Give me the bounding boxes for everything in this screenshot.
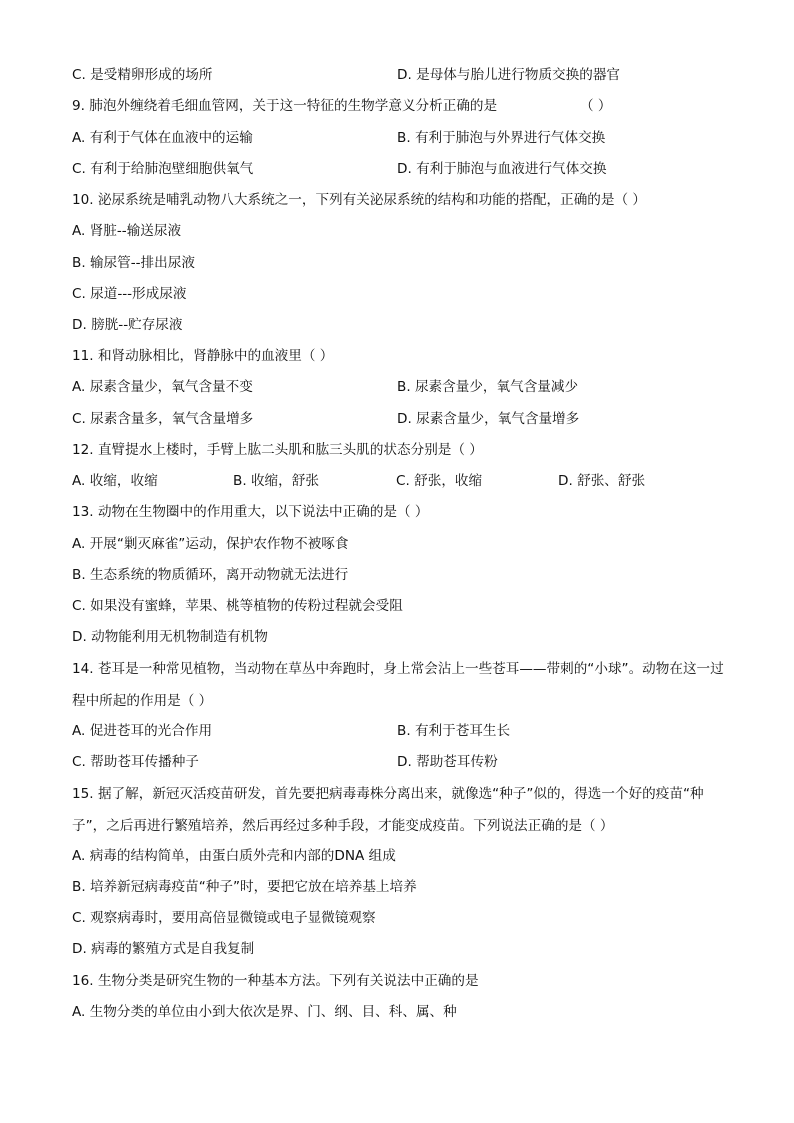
q15-stem: 15. 据了解，新冠灭活疫苗研发，首先要把病毒毒株分离出来，就像选“种子”似的，得选一个好的疫苗“种子”，之后再进行繁殖培养，然后再经过多种手段，才能变成疫苗。下列说法正确的是（ ） (72, 786, 704, 834)
q11-option-a: A. 尿素含量少，氧气含量不变 (72, 379, 253, 395)
q15-option-a: A. 病毒的结构简单，由蛋白质外壳和内部的DNA 组成 (72, 848, 396, 864)
q9-option-a: A. 有利于气体在血液中的运输 (72, 130, 253, 146)
q13-stem: 13. 动物在生物圈中的作用重大，以下说法中正确的是（ ） (72, 504, 429, 520)
q9-stem-text: 9. 肺泡外缠绕着毛细血管网，关于这一特征的生物学意义分析正确的是 (72, 98, 498, 114)
q13-option-c: C. 如果没有蜜蜂，苹果、桃等植物的传粉过程就会受阻 (72, 598, 403, 614)
q9-stem (72, 98, 612, 114)
q16-stem: 16. 生物分类是研究生物的一种基本方法。下列有关说法中正确的是 (72, 973, 479, 989)
q13-option-d: D. 动物能利用无机物制造有机物 (72, 629, 268, 645)
q9-option-c: C. 有利于给肺泡壁细胞供氧气 (72, 161, 254, 177)
q14-stem: 14. 苍耳是一种常见植物，当动物在草丛中奔跑时，身上常会沾上一些苍耳——带刺的“小球”。动物在这一过程中所起的作用是（ ） (72, 661, 724, 709)
q10-option-d: D. 膀胱--贮存尿液 (72, 317, 183, 333)
q11-option-c: C. 尿素含量多，氧气含量增多 (72, 411, 254, 427)
q14-option-c: C. 帮助苍耳传播种子 (72, 754, 199, 770)
q12-option-d: D. 舒张、舒张 (558, 473, 646, 489)
q13-option-a: A. 开展“剿灭麻雀”运动，保护农作物不被啄食 (72, 536, 349, 552)
q11-option-d: D. 尿素含量少，氧气含量增多 (397, 411, 580, 427)
q11-option-b: B. 尿素含量少，氧气含量减少 (397, 379, 579, 395)
q15-option-b: B. 培养新冠病毒疫苗“种子”时，要把它放在培养基上培养 (72, 879, 417, 895)
q10-option-a: A. 肾脏--输送尿液 (72, 223, 182, 239)
q15-option-d: D. 病毒的繁殖方式是自我复制 (72, 941, 255, 957)
q11-stem: 11. 和肾动脉相比，肾静脉中的血液里（ ） (72, 348, 334, 364)
q12-option-a: A. 收缩，收缩 (72, 473, 158, 489)
q14-option-a: A. 促进苍耳的光合作用 (72, 723, 213, 739)
q10-stem: 10. 泌尿系统是哺乳动物八大系统之一，下列有关泌尿系统的结构和功能的搭配，正确的是（ ） (72, 192, 647, 208)
q8-option-d: D. 是母体与胎儿进行物质交换的器官 (397, 67, 621, 83)
q15-option-c: C. 观察病毒时，要用高倍显微镜或电子显微镜观察 (72, 910, 376, 926)
q12-option-b: B. 收缩，舒张 (233, 473, 319, 489)
q10-option-b: B. 输尿管--排出尿液 (72, 255, 195, 271)
q12-option-c: C. 舒张，收缩 (396, 473, 483, 489)
q9-option-b: B. 有利于肺泡与外界进行气体交换 (397, 130, 606, 146)
q16-option-a: A. 生物分类的单位由小到大依次是界、门、纲、目、科、属、种 (72, 1004, 457, 1020)
q10-option-c: C. 尿道---形成尿液 (72, 286, 187, 302)
q12-stem: 12. 直臂提水上楼时，手臂上肱二头肌和肱三头肌的状态分别是（ ） (72, 442, 483, 458)
q14-option-d: D. 帮助苍耳传粉 (397, 754, 498, 770)
q13-option-b: B. 生态系统的物质循环，离开动物就无法进行 (72, 567, 349, 583)
q14-option-b: B. 有利于苍耳生长 (397, 723, 511, 739)
q9-option-d: D. 有利于肺泡与血液进行气体交换 (397, 161, 607, 177)
q9-answer-bracket: （ ） (580, 98, 612, 114)
q8-option-c: C. 是受精卵形成的场所 (72, 67, 213, 83)
